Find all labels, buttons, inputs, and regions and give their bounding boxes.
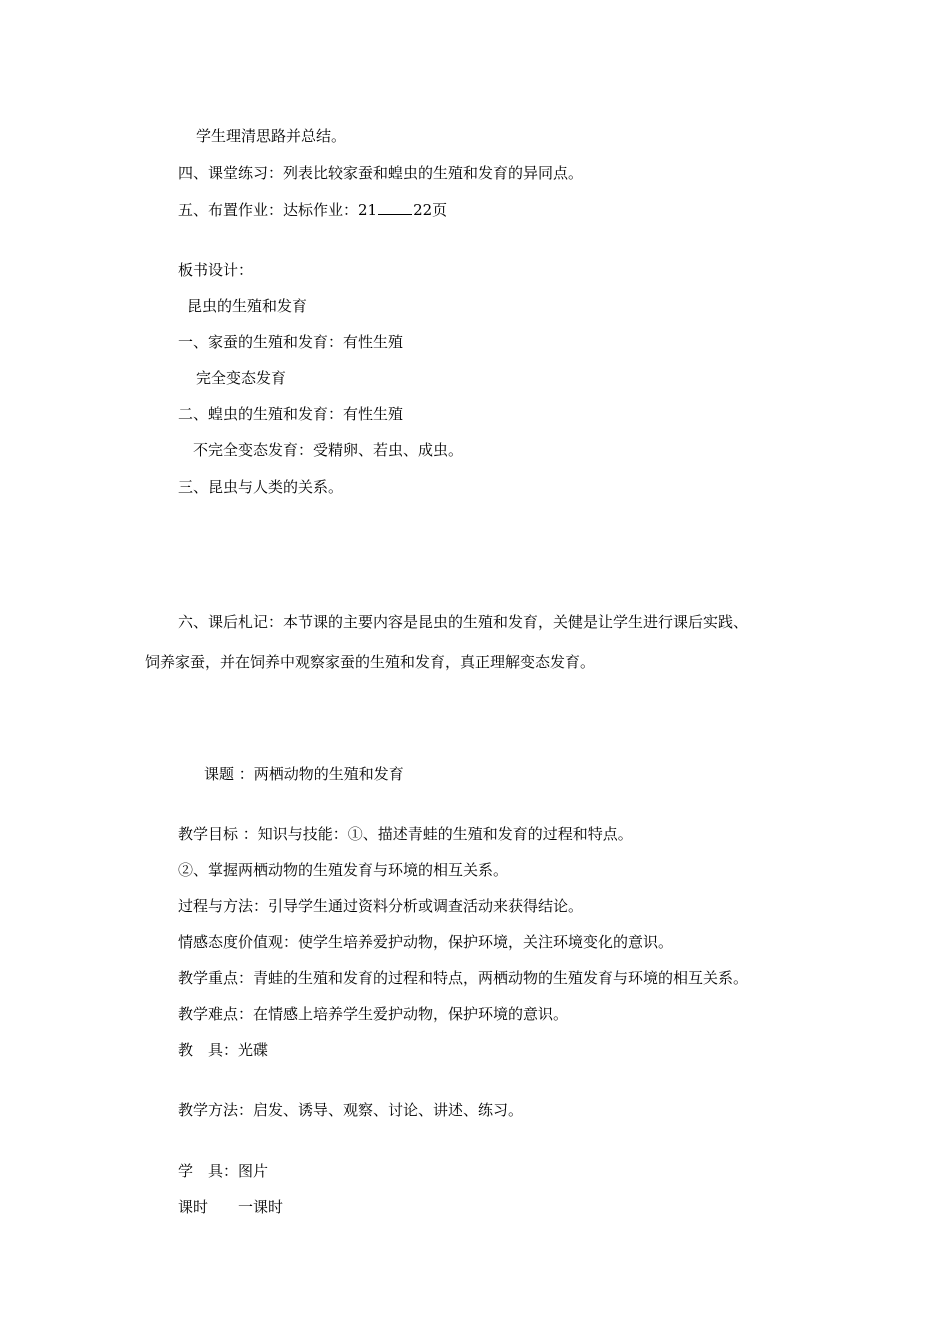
- homework-suffix: 22页: [413, 201, 448, 219]
- process-method: 过程与方法：引导学生通过资料分析或调查活动来获得结论。: [178, 897, 584, 915]
- teaching-tools: 教 具：光碟: [178, 1041, 269, 1059]
- notes-line-1: 六、课后札记：本节课的主要内容是昆虫的生殖和发育，关健是让学生进行课后实践、: [178, 613, 749, 631]
- teaching-methods: 教学方法：启发、诱导、观察、讨论、讲述、练习。: [178, 1101, 524, 1119]
- board-heading: 板书设计：: [178, 261, 254, 279]
- board-title: 昆虫的生殖和发育: [187, 297, 308, 315]
- homework-blank: [378, 200, 412, 215]
- goal-line-2: ②、掌握两栖动物的生殖发育与环境的相互关系。: [178, 861, 509, 879]
- homework-text: [178, 200, 447, 220]
- lesson-title: 课题 ：两栖动物的生殖和发育: [204, 765, 404, 783]
- key-point: 教学重点：青蛙的生殖和发育的过程和特点，两栖动物的生殖发育与环境的相互关系。: [178, 969, 749, 987]
- board-item-2: 二、蝗虫的生殖和发育：有性生殖: [178, 405, 404, 423]
- goal-line-1: 教学目标 ：知识与技能：①、描述青蛙的生殖和发育的过程和特点。: [178, 825, 633, 843]
- board-item-1-sub: 完全变态发育: [196, 369, 287, 387]
- emotion-values: 情感态度价值观：使学生培养爱护动物，保护环境，关注环境变化的意识。: [178, 933, 674, 951]
- notes-line-2: 饲养家蚕，并在饲养中观察家蚕的生殖和发育，真正理解变态发育。: [145, 653, 596, 671]
- class-periods: 课时 一课时: [178, 1198, 284, 1216]
- homework-prefix: 五、布置作业：达标作业：21: [178, 201, 378, 219]
- board-item-3: 三、昆虫与人类的关系。: [178, 478, 344, 496]
- practice-text: 四、课堂练习：列表比较家蚕和蝗虫的生殖和发育的异同点。: [178, 164, 584, 182]
- difficulty: 教学难点：在情感上培养学生爱护动物，保护环境的意识。: [178, 1005, 569, 1023]
- board-item-2-sub: 不完全变态发育：受精卵、若虫、成虫。: [193, 441, 464, 459]
- board-item-1: 一、家蚕的生殖和发育：有性生殖: [178, 333, 404, 351]
- summary-text: 学生理清思路并总结。: [196, 127, 347, 145]
- learning-tools: 学 具：图片: [178, 1162, 269, 1180]
